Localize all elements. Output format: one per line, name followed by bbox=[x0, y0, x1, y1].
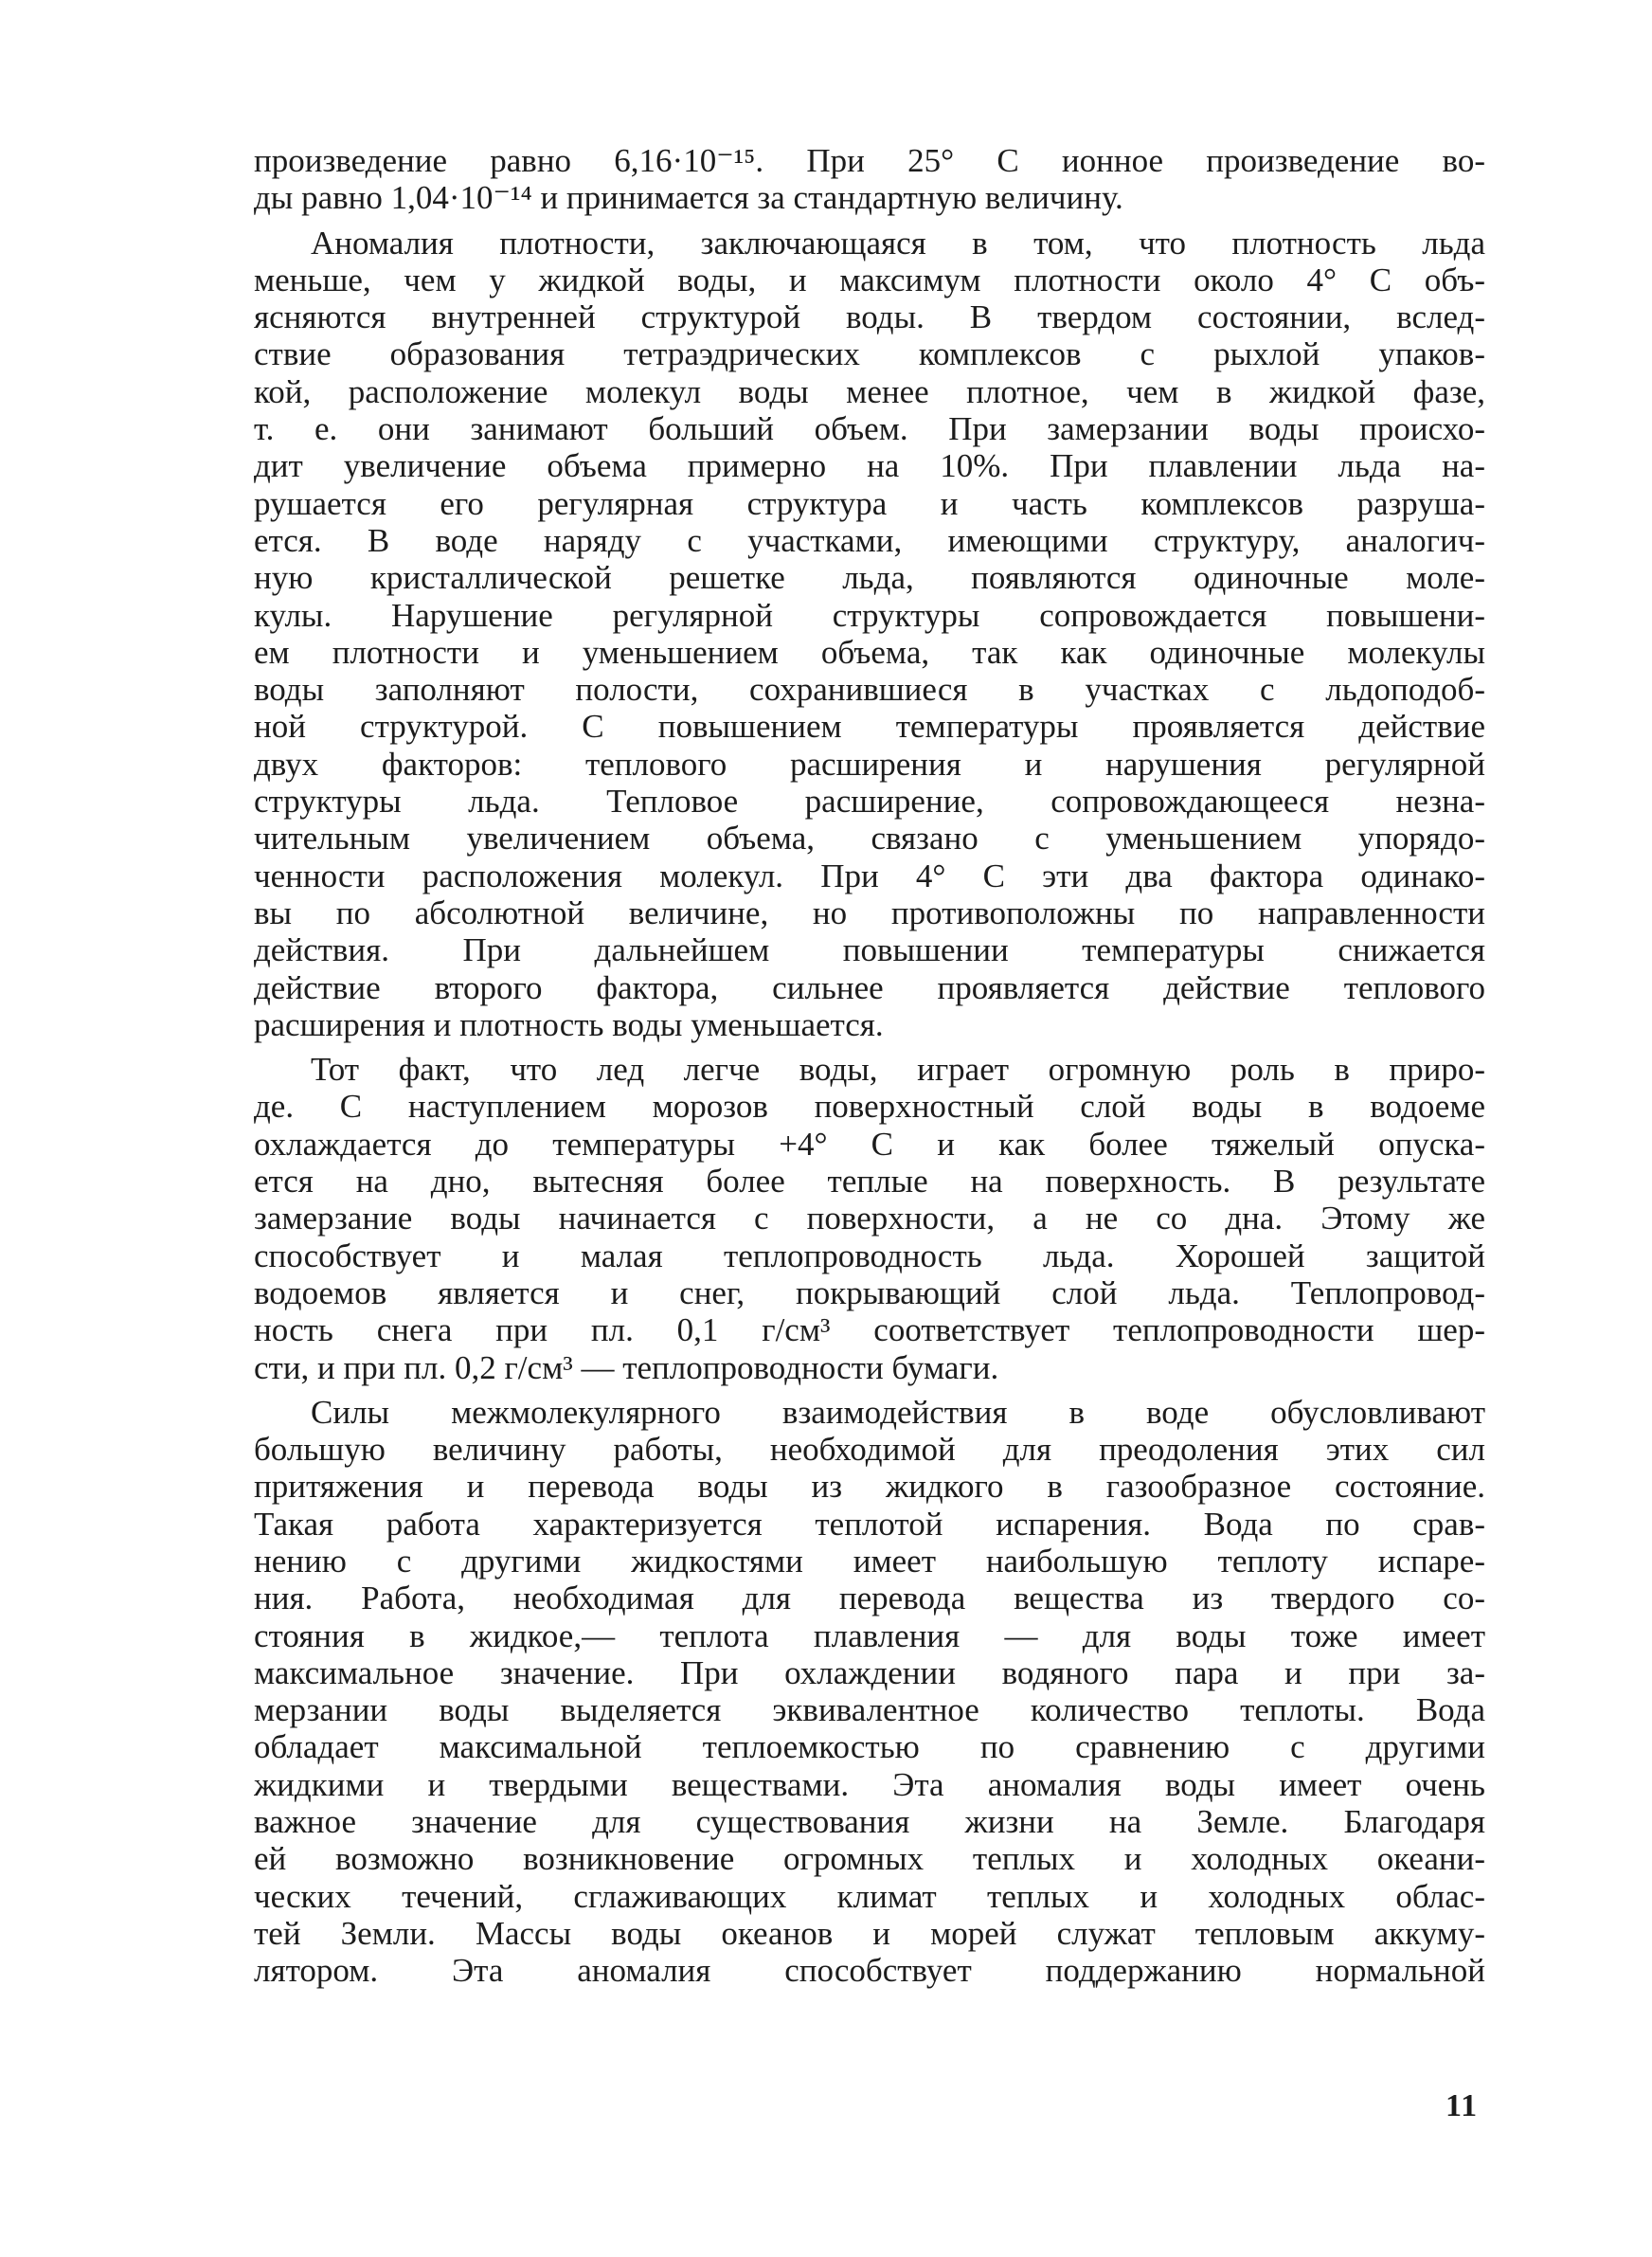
text-line: тей Земли. Массы воды океанов и морей служат тепловым аккуму- bbox=[254, 1914, 1485, 1952]
text-line: ной структурой. С повышением температуры проявляется действие bbox=[254, 708, 1485, 746]
text-line: охлаждается до температуры +4° С и как более тяжелый опуска- bbox=[254, 1125, 1485, 1163]
text-line: жидкими и твердыми веществами. Эта аномалия воды имеет очень bbox=[254, 1765, 1485, 1803]
text-line: мерзании воды выделяется эквивалентное количество теплоты. Вода bbox=[254, 1691, 1485, 1729]
text-line: кулы. Нарушение регулярной структуры сопровождается повышени- bbox=[254, 596, 1485, 634]
text-line: ния. Работа, необходимая для перевода вещества из твердого со- bbox=[254, 1580, 1485, 1617]
text-line: двух факторов: теплового расширения и нарушения регулярной bbox=[254, 745, 1485, 783]
text-line: действие второго фактора, сильнее проявляется действие теплового bbox=[254, 968, 1485, 1006]
text-line: ченности расположения молекул. При 4° С эти два фактора одинако- bbox=[254, 857, 1485, 894]
text-line: замерзание воды начинается с поверхности, а не со дна. Этому же bbox=[254, 1200, 1485, 1237]
text-line: дит увеличение объема примерно на 10%. При плавлении льда на- bbox=[254, 447, 1485, 485]
text-line: важное значение для существования жизни на Земле. Благодаря bbox=[254, 1803, 1485, 1841]
text-line: Такая работа характеризуется теплотой испарения. Вода по срав- bbox=[254, 1505, 1485, 1543]
text-line: стояния в жидкое,— теплота плавления — для воды тоже имеет bbox=[254, 1616, 1485, 1654]
text-line: максимальное значение. При охлаждении водяного пара и при за- bbox=[254, 1653, 1485, 1691]
text-line: способствует и малая теплопроводность льда. Хорошей защитой bbox=[254, 1237, 1485, 1274]
text-line: нению с другими жидкостями имеет наибольшую теплоту испаре- bbox=[254, 1542, 1485, 1580]
text-line: чительным увеличением объема, связано с уменьшением упорядо- bbox=[254, 820, 1485, 858]
text-line: действия. При дальнейшем повышении температуры снижается bbox=[254, 931, 1485, 969]
text-line: ность снега при пл. 0,1 г/см³ соответствует теплопроводности шер- bbox=[254, 1311, 1485, 1349]
text-line: меньше, чем у жидкой воды, и максимум плотности около 4° С объ- bbox=[254, 261, 1485, 298]
text-line: Тот факт, что лед легче воды, играет огромную роль в приро- bbox=[311, 1051, 1485, 1089]
text-line: сти, и при пл. 0,2 г/см³ — теплопроводности бумаги. bbox=[254, 1348, 999, 1386]
text-line: структуры льда. Тепловое расширение, сопровождающееся незна- bbox=[254, 783, 1485, 821]
text-line: расширения и плотность воды уменьшается. bbox=[254, 1005, 884, 1043]
text-line: притяжения и перевода воды из жидкого в газообразное состояние. bbox=[254, 1468, 1485, 1506]
text-line: де. С наступлением морозов поверхностный слой воды в водоеме bbox=[254, 1088, 1485, 1126]
text-line: ется. В воде наряду с участками, имеющими структуру, аналогич- bbox=[254, 521, 1485, 559]
text-line: большую величину работы, необходимой для преодоления этих сил bbox=[254, 1431, 1485, 1469]
text-line: ется на дно, вытесняя более теплые на поверхность. В результате bbox=[254, 1163, 1485, 1201]
paragraph-4 bbox=[254, 1394, 1485, 1990]
text-line: ную кристаллической решетке льда, появляются одиночные моле- bbox=[254, 559, 1485, 597]
page-number: 11 bbox=[1446, 2088, 1479, 2123]
text-line: Силы межмолекулярного взаимодействия в воде обусловливают bbox=[311, 1393, 1485, 1431]
paragraph-3 bbox=[254, 1051, 1485, 1386]
text-line: кой, расположение молекул воды менее плотное, чем в жидкой фазе, bbox=[254, 372, 1485, 410]
paragraph-1 bbox=[254, 142, 1485, 217]
text-line: ческих течений, сглаживающих климат теплых и холодных облас- bbox=[254, 1877, 1485, 1915]
text-line: воды заполняют полости, сохранившиеся в участках с льдоподоб- bbox=[254, 671, 1485, 709]
text-line: ясняются внутренней структурой воды. В твердом состоянии, вслед- bbox=[254, 298, 1485, 336]
text-line: т. е. они занимают больший объем. При замерзании воды происхо- bbox=[254, 410, 1485, 448]
text-line: ды равно 1,04·10⁻¹⁴ и принимается за стандартную величину. bbox=[254, 179, 1123, 217]
text-line: вы по абсолютной величине, но противоположны по направленности bbox=[254, 894, 1485, 931]
text-line: ствие образования тетраэдрических комплексов с рыхлой упаков- bbox=[254, 335, 1485, 373]
text-line: рушается его регулярная структура и часть комплексов разруша- bbox=[254, 484, 1485, 522]
text-line: обладает максимальной теплоемкостью по сравнению с другими bbox=[254, 1728, 1485, 1766]
text-line: лятором. Эта аномалия способствует поддержанию нормальной bbox=[254, 1952, 1485, 1990]
text-line: ей возможно возникновение огромных теплых и холодных океани- bbox=[254, 1840, 1485, 1878]
text-line: ем плотности и уменьшением объема, так как одиночные молекулы bbox=[254, 633, 1485, 671]
text-line: водоемов является и снег, покрывающий слой льда. Теплопровод- bbox=[254, 1273, 1485, 1311]
text-line: Аномалия плотности, заключающаяся в том, что плотность льда bbox=[311, 224, 1485, 262]
text-line: произведение равно 6,16·10⁻¹⁵. При 25° С ионное произведение во- bbox=[254, 142, 1485, 179]
paragraph-2 bbox=[254, 225, 1485, 1044]
page-body bbox=[254, 142, 1485, 1990]
